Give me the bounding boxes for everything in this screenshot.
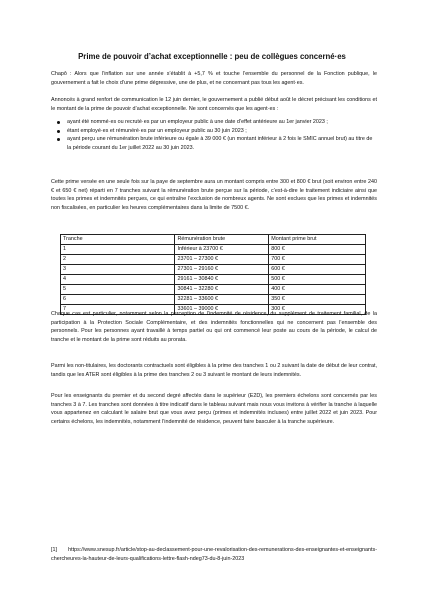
prime-paragraph: Cette prime versée en une seule fois sur la paye de septembre aura un montant compris entre 300 et 800 € brut (soit environ entre 240 € et 650 € net) réparti en 7 tranches suivant la rémunération brute perçue sur la période, c’est-à-dire le traitement indiciaire ainsi que toutes les primes et indemnités perçues, ce qui entraîne l’exclusion de nombreux agents. Ne sont exclues que les primes et indemnités non fiscalisées, en particulier les heures complémentaires dans la limite de 7500 €.	[51, 179, 377, 211]
table-cell: 500 €	[269, 275, 366, 285]
list-item-text: ayant perçu une rémunération brute inférieure ou égale à 39 000 € (un montant inférieur à 2 fois le SMIC annuel brut) au titre de la période courant du 1er juillet 2022 au 30 juin 2023.	[67, 136, 373, 151]
table-cell: 300 €	[269, 305, 366, 315]
table-row	[61, 285, 366, 295]
table-cell: 33601 – 39000 €	[175, 305, 269, 315]
table-cell: 400 €	[269, 285, 366, 295]
chapo-paragraph: Chapô : Alors que l’inflation sur une année s’établit à +5,7 % et touche l’ensemble du personnel de la Fonction publique, le gouvernement a fait le choix d’une prime dégressive, une de plus, et ne concernant pas tous les agent·es.	[51, 71, 377, 86]
table-row	[61, 255, 366, 265]
list-item-text: étant employé·es et rémunéré·es par un employeur public au 30 juin 2023 ;	[67, 127, 247, 134]
table-row	[61, 295, 366, 305]
page-title: Prime de pouvoir d’achat exceptionnelle : peu de collègues concerné·es	[78, 52, 346, 61]
table-cell: 800 €	[269, 245, 366, 255]
table-cell: 350 €	[269, 295, 366, 305]
table-cell: 3	[61, 265, 175, 275]
list-item	[51, 118, 377, 127]
conditions-list	[51, 118, 377, 152]
list-item	[51, 127, 377, 136]
non-titulaires-paragraph: Parmi les non-titulaires, les doctorants contractuels sont éligibles à la prime des tranches 1 ou 2 suivant la date de début de leur contrat, tandis que les ATER sont éligibles à la prime des tranches 2 ou 3 suivant le montant de leurs indemnités.	[51, 363, 377, 378]
bullet-icon	[57, 138, 60, 141]
table-cell: 23701 – 27300 €	[175, 255, 269, 265]
table-cell: Inférieur à 23700 €	[175, 245, 269, 255]
column-header: Rémunération brute	[175, 235, 269, 245]
bullet-icon	[57, 130, 60, 133]
table-cell: 7	[61, 305, 175, 315]
table-cell: 6	[61, 295, 175, 305]
table-header-row	[61, 235, 366, 245]
column-header: Tranche	[61, 235, 175, 245]
list-item-text: ayant été nommé·es ou recruté·es par un employeur public à une date d’effet antérieure au 1er janvier 2023 ;	[67, 119, 328, 125]
table-cell: 5	[61, 285, 175, 295]
table-row	[61, 265, 366, 275]
table-cell: 4	[61, 275, 175, 285]
table-row	[61, 245, 366, 255]
enseignants-paragraph: Pour les enseignants du premier et du second degré affectés dans le supérieur (E2D), les premiers échelons sont concernés par les tranches 3 à 7. Les tranches sont données à titre indicatif dans le tableau suivant mais nous vous invitons à vérifier la tranche à laquelle vous appartenez en calculant le salaire brut que vous avez perçu (primes et indemnités incluses) entre juillet 2022 et juin 2023. Pour certains échelons, les indemnités, notamment l’indemnité de résidence, peuvent faire basculer à la tranche supérieure.	[51, 393, 377, 425]
column-header: Montant prime brut	[269, 235, 366, 245]
bullet-icon	[57, 121, 60, 124]
intro-paragraph: Annoncés à grand renfort de communication le 12 juin dernier, le gouvernement a publié début août le décret précisant les conditions et le montant de la prime de pouvoir d’achat exceptionnelle. Ne sont concernés que les agent·es :	[51, 97, 377, 112]
table-cell: 29161 – 30840 €	[175, 275, 269, 285]
table-cell: 27301 – 29160 €	[175, 265, 269, 275]
table-cell: 700 €	[269, 255, 366, 265]
table-cell: 1	[61, 245, 175, 255]
tranche-table	[60, 234, 366, 315]
table-cell: 30841 – 32280 €	[175, 285, 269, 295]
table-row	[61, 275, 366, 285]
footnote: [1] https://www.snesup.fr/article/stop-au-declassement-pour-une-revalorisation-des-remunerations-des-enseignantes-et-enseignants-chercheures-la-hauteur-de-leurs-qualifications-lettre-flash-ndeg73-du-8-juin-2023	[51, 547, 377, 562]
table-cell: 2	[61, 255, 175, 265]
table-cell: 600 €	[269, 265, 366, 275]
cas-paragraph: Chaque cas est particulier, notamment selon la perception de l’indemnité de résidence, du supplément de traitement familial, de la participation à la Protection Sociale Complémentaire, et des indemnités fonctionnelles qui ne concernent pas l’ensemble des personnels. Pour les personnes ayant travaillé à temps partiel ou qui ont commencé leur poste au cours de la période, le calcul de tranche et le montant de la prime sont réduits au prorata.	[51, 311, 377, 343]
table-cell: 32281 – 33600 €	[175, 295, 269, 305]
list-item	[51, 135, 377, 152]
